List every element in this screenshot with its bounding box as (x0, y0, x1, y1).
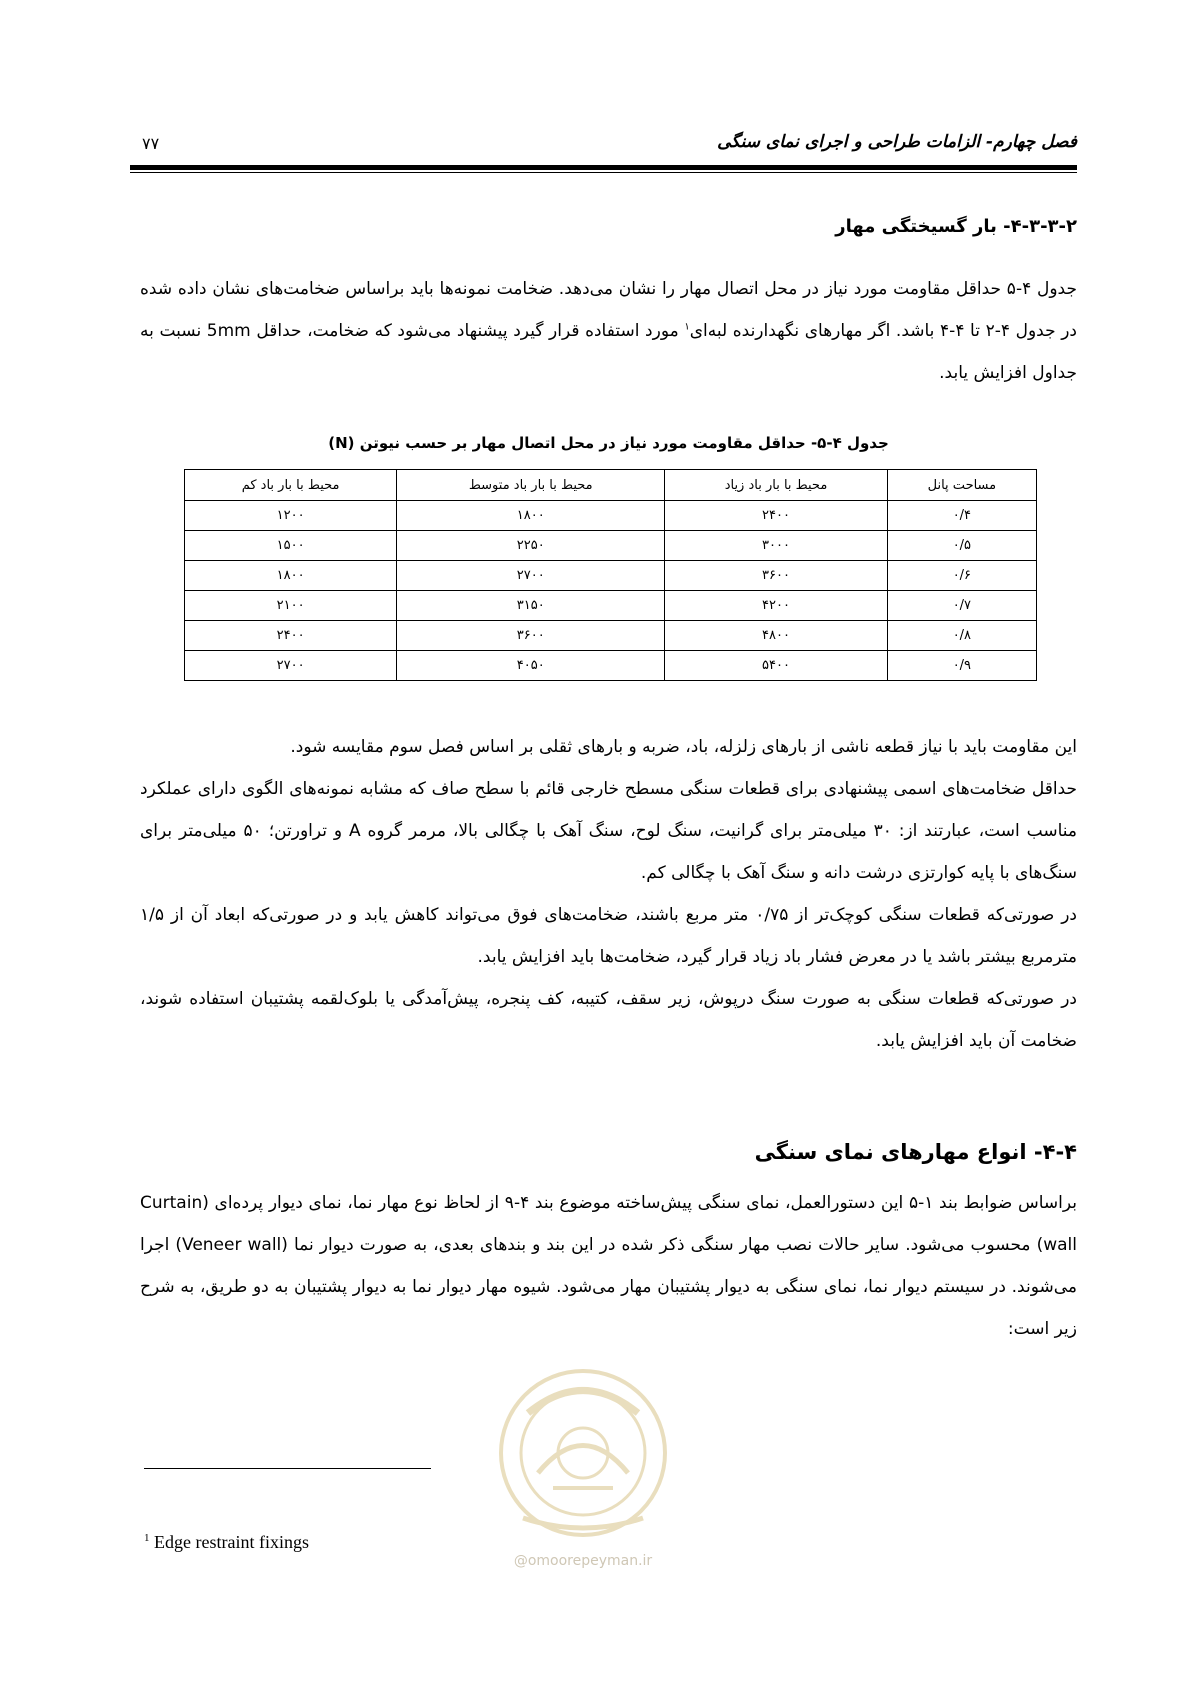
table-cell: ۱۲۰۰ (185, 501, 397, 531)
footnote-marker: 1 (144, 1532, 150, 1544)
page-header (130, 128, 1077, 158)
table-cell: ۳۱۵۰ (397, 591, 665, 621)
section-heading-anchor-failure-load: ۴-۳-۳-۲- بار گسیختگی مهار (835, 216, 1077, 237)
table-caption: جدول ۴-۵- حداقل مقاومت مورد نیاز در محل اتصال مهار بر حسب نیوتن (N) (328, 434, 889, 452)
table-cell: ۳۶۰۰ (665, 561, 888, 591)
post-table-text (140, 726, 1077, 1062)
header-rule-thin (130, 172, 1077, 173)
section2-paragraph (140, 1182, 1077, 1350)
table-cell: ۰/۹ (887, 651, 1036, 681)
table-cell: ۴۰۵۰ (397, 651, 665, 681)
paragraph-comparison: این مقاومت باید با نیاز قطعه ناشی از بارهای زلزله، باد، ضربه و بارهای ثقلی بر اساس فصل سوم مقایسه شود. (290, 737, 1077, 757)
table-header-cell: مساحت پانل (887, 470, 1036, 501)
table-row (185, 561, 1037, 591)
page-number: ۷۷ (142, 134, 160, 153)
footnote-text: Edge restraint fixings (154, 1532, 309, 1552)
section1-text-a: جدول ۴-۵ حداقل مقاومت مورد نیاز در محل اتصال مهار را نشان می‌دهد. ضخامت نمونه‌ها باید براساس ضخامت‌های نشان داده شده در جدول ۴-۲ تا ۴-۴ باشد. اگر مهارهای نگهدارنده لبه‌ای (140, 279, 1078, 341)
footnote-ref: ۱ (684, 321, 690, 333)
table-cell: ۰/۶ (887, 561, 1036, 591)
footnote (144, 1532, 309, 1553)
footnote-rule (144, 1468, 431, 1469)
table-row (185, 651, 1037, 681)
section1-text-b: مورد استفاده قرار گیرد پیشنهاد می‌شود که ضخامت، حداقل 5mm نسبت به جداول افزایش یابد. (140, 321, 1077, 383)
table-cell: ۵۴۰۰ (665, 651, 888, 681)
watermark-site: @omoorepeyman.ir (513, 1553, 653, 1569)
section1-paragraph (140, 268, 1077, 394)
table-cell: ۴۲۰۰ (665, 591, 888, 621)
table-cell: ۲۴۰۰ (665, 501, 888, 531)
table-cell: ۳۰۰۰ (665, 531, 888, 561)
paragraph-special-pieces: در صورتی‌که قطعات سنگی به صورت سنگ درپوش، زیر سقف، کتیبه، کف پنجره، پیش‌آمدگی یا بلوک‌لقمه پشتیبان استفاده شوند، ضخامت آن باید افزایش یابد. (140, 989, 1077, 1051)
table-row (185, 591, 1037, 621)
table-header-row (185, 470, 1037, 501)
table-cell: ۱۵۰۰ (185, 531, 397, 561)
table-cell: ۰/۴ (887, 501, 1036, 531)
table-cell: ۲۴۰۰ (185, 621, 397, 651)
section-heading-anchor-types: ۴-۴- انواع مهارهای نمای سنگی (754, 1140, 1077, 1164)
paragraph-thickness-adjust: در صورتی‌که قطعات سنگی کوچک‌تر از ۰/۷۵ متر مربع باشند، ضخامت‌های فوق می‌تواند کاهش یابد و در صورتی‌که ابعاد آن از ۱/۵ مترمربع بیشتر باشد یا در معرض فشار باد زیاد قرار گیرد، ضخامت‌ها باید افزایش یابد. (140, 905, 1077, 967)
table-cell: ۴۸۰۰ (665, 621, 888, 651)
table-cell: ۲۷۰۰ (397, 561, 665, 591)
table-row (185, 531, 1037, 561)
table-cell: ۱۸۰۰ (397, 501, 665, 531)
table-cell: ۳۶۰۰ (397, 621, 665, 651)
anchor-resistance-table (184, 469, 1037, 681)
table-row (185, 621, 1037, 651)
table-row (185, 501, 1037, 531)
chapter-title: فصل چهارم- الزامات طراحی و اجرای نمای سنگی (717, 132, 1077, 152)
table-cell: ۲۲۵۰ (397, 531, 665, 561)
table-cell: ۰/۸ (887, 621, 1036, 651)
table-header-cell: محیط با بار باد متوسط (397, 470, 665, 501)
table-cell: ۰/۵ (887, 531, 1036, 561)
table-cell: ۲۱۰۰ (185, 591, 397, 621)
paragraph-min-thickness: حداقل ضخامت‌های اسمی پیشنهادی برای قطعات سنگی مسطح خارجی قائم با سطح صاف که مشابه نمونه‌های الگوی دارای عملکرد مناسب است، عبارتند از: ۳۰ میلی‌متر برای گرانیت، سنگ لوح، سنگ آهک با چگالی بالا، مرمر گروه A و تراورتن؛ ۵۰ میلی‌متر برای سنگ‌های با پایه کوارتزی درشت دانه و سنگ آهک با چگالی کم. (140, 779, 1077, 883)
table-cell: ۲۷۰۰ (185, 651, 397, 681)
table-header-cell: محیط با بار باد کم (185, 470, 397, 501)
section2-text: براساس ضوابط بند ۱-۵ این دستورالعمل، نمای سنگی پیش‌ساخته موضوع بند ۴-۹ از لحاظ نوع مهار نما، نمای دیوار پرده‌ای (Curtain wall) محسوب می‌شود. سایر حالات نصب مهار سنگی ذکر شده در این بند و بندهای بعدی، به صورت دیوار نما (Veneer wall) اجرا می‌شوند. در سیستم دیوار نما، نمای سنگی به دیوار پشتیبان مهار می‌شود. شیوه مهار دیوار نما به دیوار پشتیبان به دو طریق، به شرح زیر است: (140, 1193, 1077, 1339)
watermark-logo (478, 1353, 688, 1573)
table-cell: ۰/۷ (887, 591, 1036, 621)
header-rule-thick (130, 165, 1077, 170)
watermark-seal-icon (501, 1371, 665, 1535)
table-header-cell: محیط با بار باد زیاد (665, 470, 888, 501)
table-cell: ۱۸۰۰ (185, 561, 397, 591)
